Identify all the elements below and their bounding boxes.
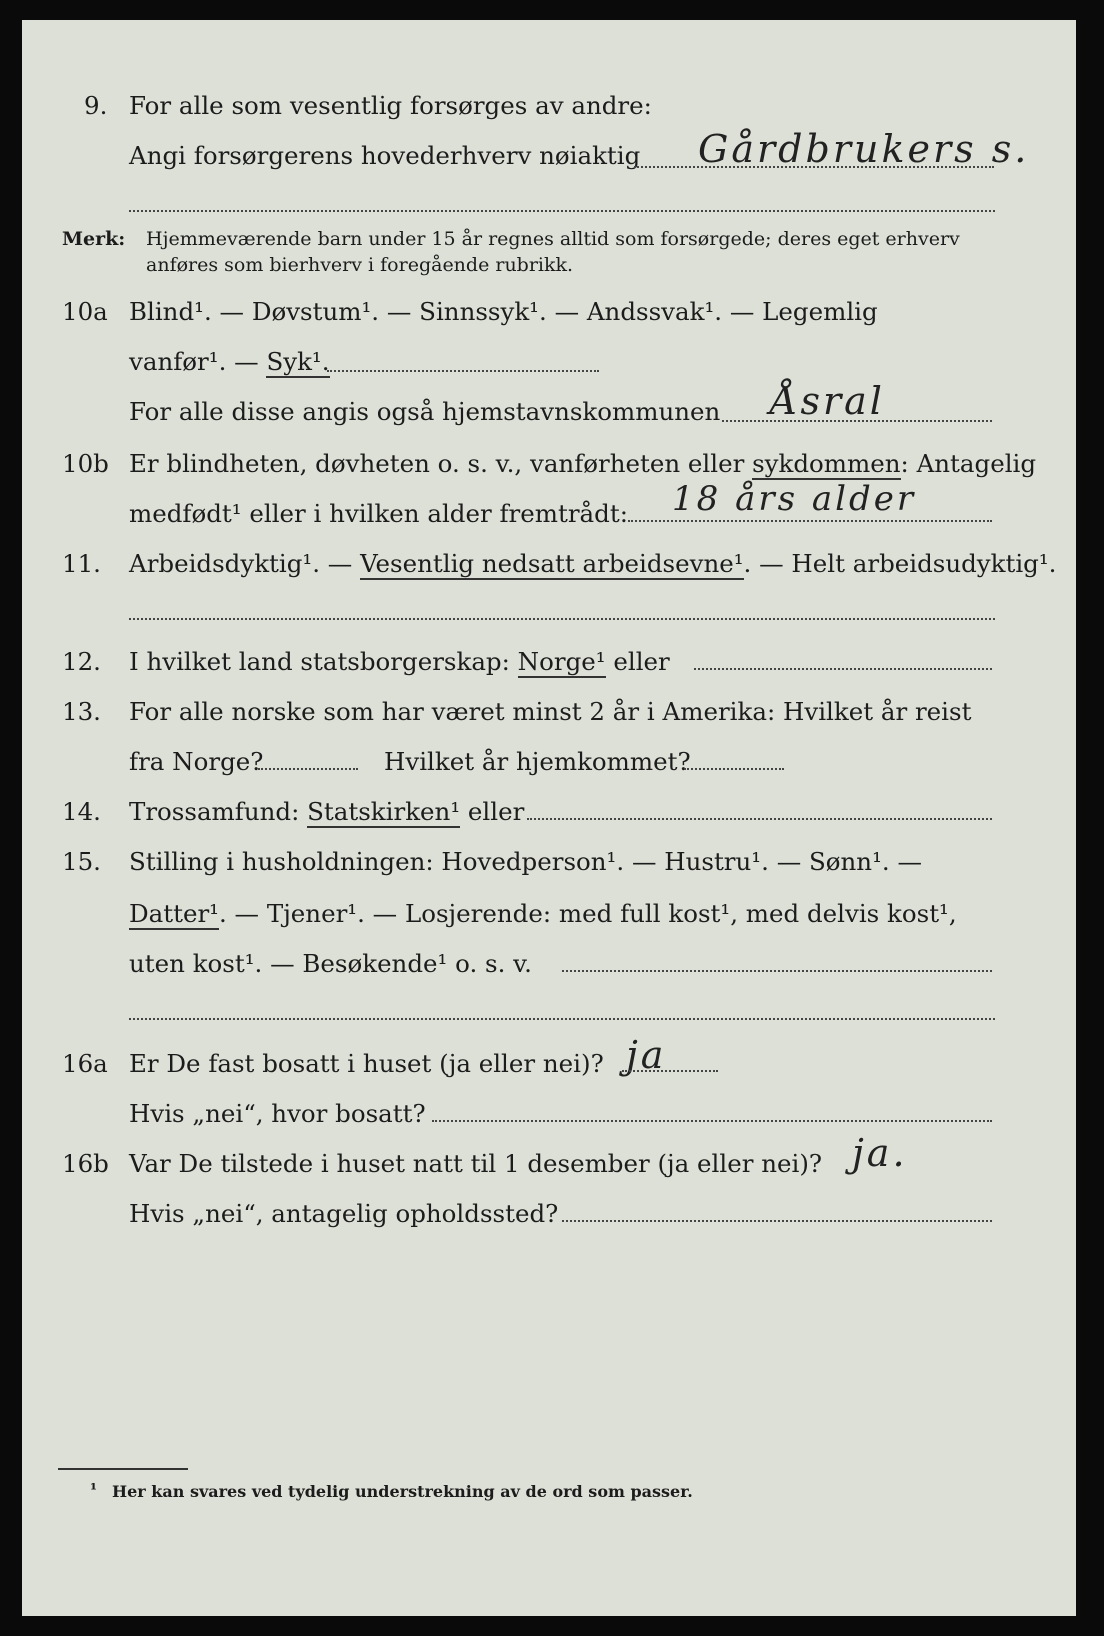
- note-line2: anføres som bierhverv i foregående rubrikk.: [146, 254, 574, 276]
- q10a-syk-line: [327, 370, 599, 372]
- q10b-sykdommen-underlined: sykdommen: [752, 449, 901, 478]
- q12-underlined-choice: Norge¹: [517, 647, 606, 676]
- q13-hjem-line: [684, 768, 784, 770]
- q9-line1: For alle som vesentlig forsørges av andre:: [129, 91, 652, 120]
- note-line1: Hjemmeværende barn under 15 år regnes alltid som forsørgede; deres eget erhverv: [146, 228, 960, 250]
- q10a-handwritten-answer: Åsral: [770, 379, 885, 423]
- q13-reist-line: [258, 768, 358, 770]
- item-number-13: 13.: [62, 697, 101, 726]
- q14-line: Trossamfund: Statskirken¹ eller: [129, 797, 525, 826]
- q15-underlined-choice: Datter¹: [129, 899, 219, 928]
- footnote-mark: ¹: [90, 1480, 98, 1499]
- q10b-line1: Er blindheten, døvheten o. s. v., vanførheten eller sykdommen: Antagelig: [129, 449, 1037, 478]
- item-number-14: 14.: [62, 797, 101, 826]
- q16a-line1: Er De fast bosatt i huset (ja eller nei)?: [129, 1049, 604, 1078]
- item-number-11: 11.: [62, 549, 101, 578]
- q9-line2: Angi forsørgerens hovederhverv nøiaktig: [129, 141, 641, 170]
- q16b-opholdssted-line: [562, 1220, 992, 1222]
- q10a-syk-underlined: Syk¹.: [266, 347, 330, 376]
- q10b-line2: medfødt¹ eller i hvilken alder fremtrådt:: [129, 499, 628, 528]
- q10b-handwritten-answer: 18 års alder: [672, 479, 917, 519]
- census-form-page: [22, 20, 1076, 1616]
- q15-answer-line: [562, 970, 992, 972]
- item-number-15: 15.: [62, 847, 101, 876]
- q16b-line1: Var De tilstede i huset natt til 1 desember (ja eller nei)?: [129, 1149, 823, 1178]
- q16a-handwritten-answer: ja: [626, 1033, 667, 1077]
- q9-handwritten-answer: Gårdbrukers s.: [698, 127, 1030, 171]
- q15-line1: Stilling i husholdningen: Hovedperson¹. — Hustru¹. — Sønn¹. —: [129, 847, 922, 876]
- note-label: Merk:: [62, 228, 126, 250]
- item-number-9: 9.: [84, 91, 108, 120]
- footnote-text: Her kan svares ved tydelig understrekning av de ord som passer.: [112, 1482, 693, 1501]
- item-number-10b: 10b: [62, 449, 109, 478]
- q13-line2a: fra Norge?: [129, 747, 264, 776]
- item-number-16b: 16b: [62, 1149, 109, 1178]
- q13-line2b: Hvilket år hjemkommet?: [384, 747, 691, 776]
- q13-line1: For alle norske som har været minst 2 år i Amerika: Hvilket år reist: [129, 697, 972, 726]
- q10a-line3: For alle disse angis også hjemstavnskommunen: [129, 397, 721, 426]
- q16b-handwritten-answer: ja.: [852, 1131, 908, 1175]
- item-number-12: 12.: [62, 647, 101, 676]
- q12-line: I hvilket land statsborgerskap: Norge¹ eller: [129, 647, 670, 676]
- q10a-line1: Blind¹. — Døvstum¹. — Sinnssyk¹. — Andssvak¹. — Legemlig: [129, 297, 878, 326]
- q16a-bosatt-line: [432, 1120, 992, 1122]
- q15-line2: Datter¹. — Tjener¹. — Losjerende: med full kost¹, med delvis kost¹,: [129, 899, 957, 928]
- q12-answer-line: [694, 668, 992, 670]
- item-number-16a: 16a: [62, 1049, 108, 1078]
- q16b-line2: Hvis „nei“, antagelig opholdssted?: [129, 1199, 559, 1228]
- q10b-answer-line: [628, 520, 992, 522]
- q11-extra-line: [129, 618, 995, 620]
- q11-underlined-choice: Vesentlig nedsatt arbeidsevne¹: [360, 549, 744, 578]
- q15-extra-line: [129, 1018, 995, 1020]
- footnote-rule: [58, 1468, 188, 1470]
- q16a-answer-line: [622, 1070, 718, 1072]
- q15-line3: uten kost¹. — Besøkende¹ o. s. v.: [129, 949, 532, 978]
- q10a-line2: vanfør¹. — Syk¹.: [129, 347, 330, 376]
- q14-answer-line: [527, 818, 992, 820]
- q16a-line2: Hvis „nei“, hvor bosatt?: [129, 1099, 426, 1128]
- item-number-10a: 10a: [62, 297, 108, 326]
- q11-line: Arbeidsdyktig¹. — Vesentlig nedsatt arbeidsevne¹. — Helt arbeidsudyktig¹.: [129, 549, 1057, 578]
- q14-underlined-choice: Statskirken¹: [307, 797, 461, 826]
- q9-extra-line: [129, 210, 995, 212]
